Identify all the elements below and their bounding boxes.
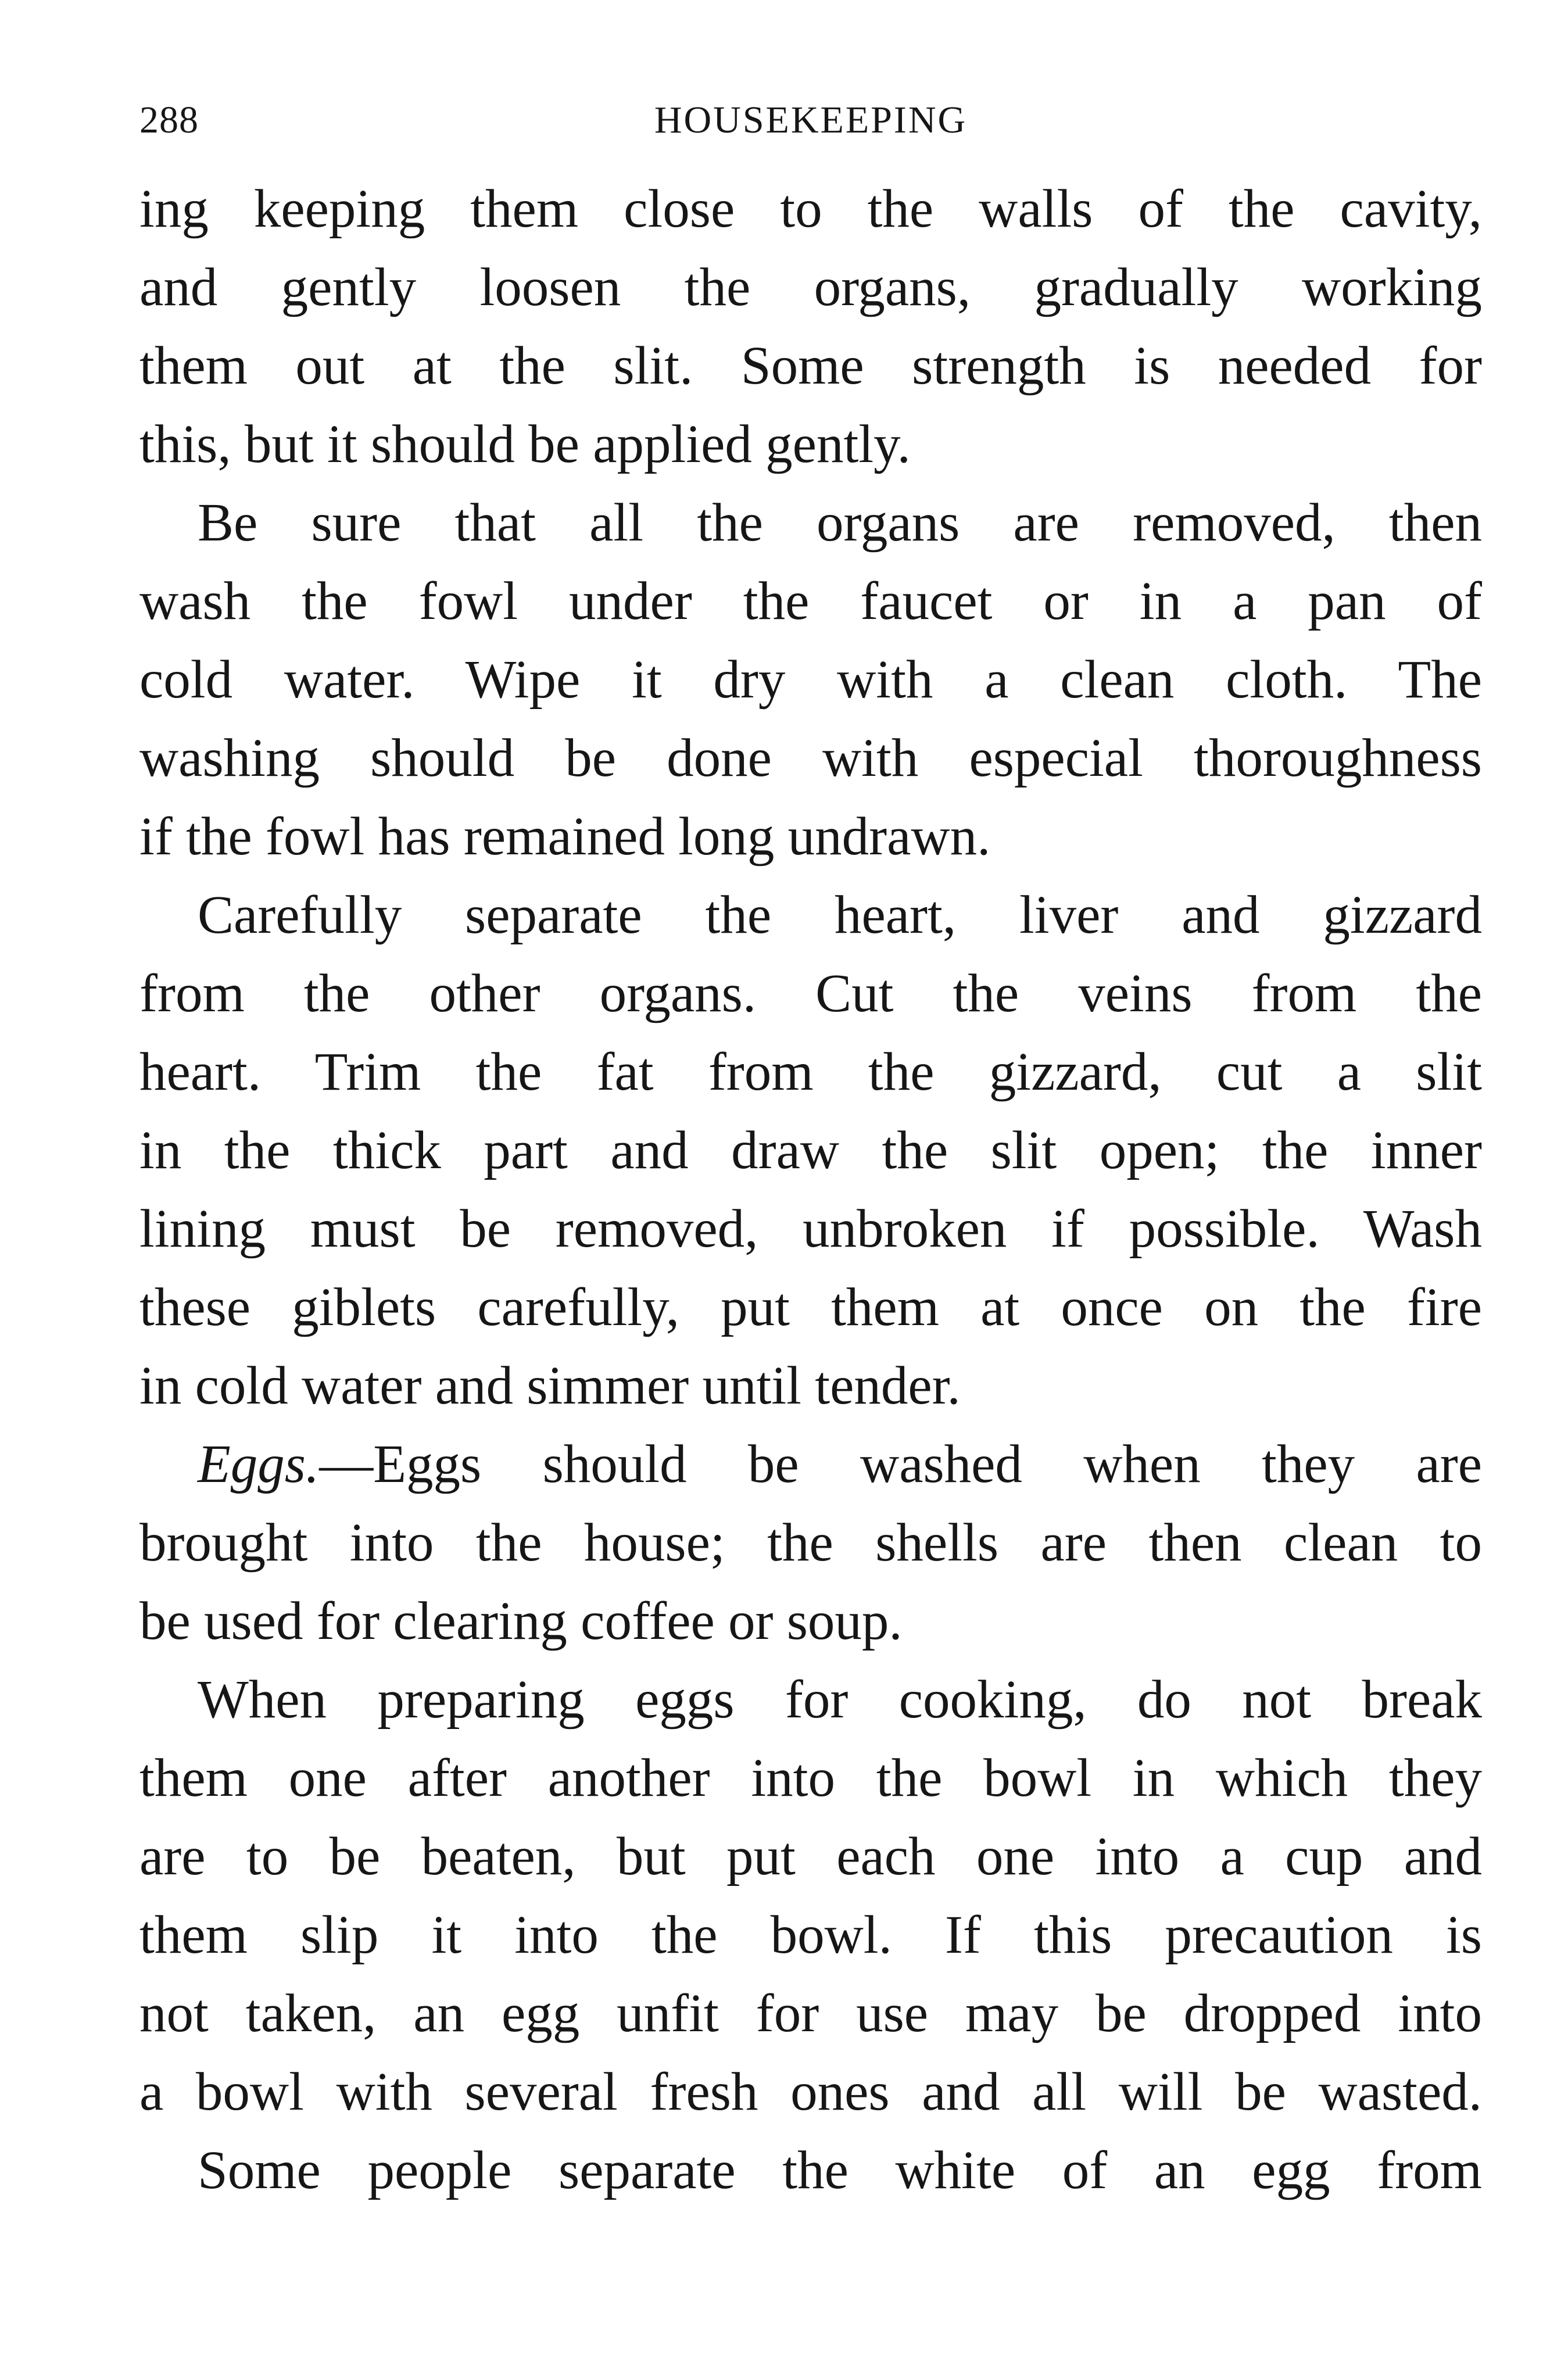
text-line: Some people separate the white of an egg from [198, 2140, 1482, 2200]
text-line: them out at the slit. Some strength is needed for [139, 336, 1482, 396]
text-line: a bowl with several fresh ones and all will be wasted. [139, 2062, 1482, 2122]
text-line: brought into the house; the shells are then clean to [139, 1513, 1482, 1573]
text-line: them one after another into the bowl in which they [139, 1748, 1482, 1808]
section-lead: Eggs. [198, 1434, 320, 1494]
text-line: not taken, an egg unfit for use may be dropped into [139, 1984, 1482, 2043]
text-line: in cold water and simmer until tender. [139, 1356, 961, 1416]
text-line: lining must be removed, unbroken if possible. Wash [139, 1199, 1482, 1259]
text-line: in the thick part and draw the slit open; the inner [139, 1121, 1482, 1180]
text-line: ing keeping them close to the walls of the cavity, [139, 179, 1482, 239]
body-text [139, 170, 1482, 2210]
text-line [139, 1425, 1482, 1503]
text-line-rest: —Eggs should be washed when they are [319, 1434, 1482, 1494]
text-line: if the fowl has remained long undrawn. [139, 807, 991, 867]
text-line: them slip it into the bowl. If this precaution is [139, 1905, 1482, 1965]
text-line: Carefully separate the heart, liver and gizzard [198, 885, 1482, 945]
text-line: cold water. Wipe it dry with a clean cloth. The [139, 650, 1482, 710]
text-line: wash the fowl under the faucet or in a pan of [139, 571, 1482, 631]
text-line: When preparing eggs for cooking, do not break [198, 1670, 1482, 1730]
text-line: from the other organs. Cut the veins from the [139, 964, 1482, 1023]
text-line: be used for clearing coffee or soup. [139, 1591, 903, 1651]
text-line: these giblets carefully, put them at once on the fire [139, 1277, 1482, 1337]
page-number: 288 [139, 99, 199, 141]
page-header [139, 94, 1482, 146]
text-line: heart. Trim the fat from the gizzard, cut a slit [139, 1042, 1482, 1102]
text-line: and gently loosen the organs, gradually working [139, 257, 1482, 317]
text-line: washing should be done with especial thoroughness [139, 728, 1482, 788]
running-head: HOUSEKEEPING [654, 99, 968, 141]
text-line: are to be beaten, but put each one into a cup and [139, 1827, 1482, 1886]
text-line: this, but it should be applied gently. [139, 414, 911, 474]
text-line: Be sure that all the organs are removed, then [198, 493, 1482, 553]
